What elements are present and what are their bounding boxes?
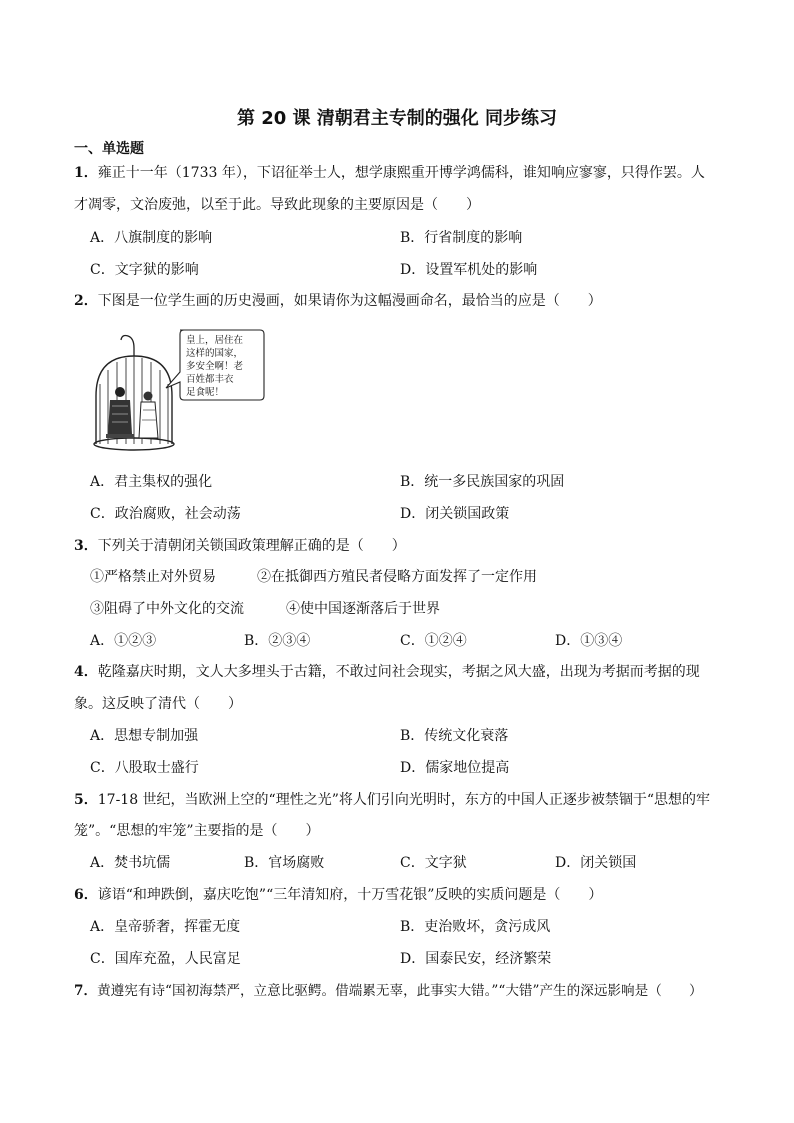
question-3-statement-2: ②在抵御西方殖民者侵略方面发挥了一定作用 bbox=[257, 569, 537, 585]
question-5-option-a[interactable]: A．焚书坑儒 bbox=[90, 855, 171, 871]
question-5-line-1 bbox=[74, 790, 734, 810]
question-3-option-b[interactable]: B．②③④ bbox=[244, 633, 311, 649]
question-6-option-c[interactable]: C．国库充盈，人民富足 bbox=[90, 951, 241, 967]
question-6-text-1: 谚语“和珅跌倒，嘉庆吃饱”“三年清知府，十万雪花银”反映的实质问题是（ ） bbox=[97, 887, 603, 903]
speech-line-1: 皇上，居住在 bbox=[186, 335, 244, 346]
question-4-option-d[interactable]: D．儒家地位提高 bbox=[400, 760, 510, 776]
question-2-option-a[interactable]: A．君主集权的强化 bbox=[90, 474, 213, 490]
question-4-option-a[interactable]: A．思想专制加强 bbox=[90, 728, 199, 744]
question-3-statement-1: ①严格禁止对外贸易 bbox=[90, 569, 216, 585]
question-5-line-2: 笼”。“思想的牢笼”主要指的是（ ） bbox=[74, 823, 320, 839]
speech-line-4: 百姓都丰衣 bbox=[186, 374, 234, 385]
question-6-option-d[interactable]: D．国泰民安，经济繁荣 bbox=[400, 951, 552, 967]
question-5-number: 5． bbox=[74, 792, 98, 808]
question-3-text-1: 下列关于清朝闭关锁国政策理解正确的是（ ） bbox=[97, 538, 406, 554]
question-1-option-b[interactable]: B．行省制度的影响 bbox=[400, 230, 523, 246]
question-3-option-d[interactable]: D．①③④ bbox=[555, 633, 623, 649]
question-3-statement-3: ③阻碍了中外文化的交流 bbox=[90, 601, 244, 617]
question-5-option-d[interactable]: D．闭关锁国 bbox=[555, 855, 637, 871]
speech-line-5: 足食呢！ bbox=[186, 387, 225, 398]
question-5-option-c[interactable]: C．文字狱 bbox=[400, 855, 467, 871]
question-6-option-b[interactable]: B．吏治败坏，贪污成风 bbox=[400, 919, 551, 935]
question-1-line-1 bbox=[74, 163, 734, 183]
section-heading: 一、单选题 bbox=[74, 141, 144, 157]
question-4-number: 4． bbox=[74, 664, 98, 680]
question-1-line-2: 才凋零，文治废弛，以至于此。导致此现象的主要原因是（ ） bbox=[74, 197, 480, 213]
question-4-line-1 bbox=[74, 662, 734, 682]
question-7-text-1: 黄遵宪有诗“国初海禁严，立意比驱鳄。借端累无辜，此事实大错。”“大错”产生的深远影响是（ ） bbox=[97, 983, 703, 999]
question-5-text-1: 17-18 世纪，当欧洲上空的“理性之光”将人们引向光明时，东方的中国人正逐步被禁锢于“思想的牢 bbox=[97, 792, 711, 808]
question-1-option-d[interactable]: D．设置军机处的影响 bbox=[400, 262, 538, 278]
question-3-line-1 bbox=[74, 536, 734, 556]
question-6-option-a[interactable]: A．皇帝骄奢，挥霍无度 bbox=[90, 919, 241, 935]
question-2-number: 2． bbox=[74, 293, 98, 309]
question-2-option-b[interactable]: B．统一多民族国家的巩固 bbox=[400, 474, 565, 490]
question-4-option-b[interactable]: B．传统文化衰落 bbox=[400, 728, 509, 744]
question-1-text-1: 雍正十一年（1733 年），下诏征举士人，想学康熙重开博学鸿儒科，谁知响应寥寥，只得作罢。人 bbox=[97, 165, 705, 181]
question-5-option-b[interactable]: B．官场腐败 bbox=[244, 855, 325, 871]
question-4-text-1: 乾隆嘉庆时期，文人大多埋头于古籍，不敢过问社会现实，考据之风大盛，出现为考据而考据的现 bbox=[97, 664, 700, 680]
speech-line-2: 这样的国家， bbox=[186, 348, 244, 359]
question-7-number: 7． bbox=[74, 983, 98, 999]
question-1-option-c[interactable]: C．文字狱的影响 bbox=[90, 262, 199, 278]
question-2-option-d[interactable]: D．闭关锁国政策 bbox=[400, 506, 510, 522]
question-7-line-1 bbox=[74, 981, 742, 1001]
question-3-number: 3． bbox=[74, 538, 98, 554]
question-6-number: 6． bbox=[74, 887, 98, 903]
birdcage-cartoon-image bbox=[86, 326, 266, 454]
question-1-number: 1． bbox=[74, 165, 98, 181]
question-3-statement-4: ④使中国逐渐落后于世界 bbox=[286, 601, 440, 617]
question-3-option-c[interactable]: C．①②④ bbox=[400, 633, 467, 649]
emperor-figure bbox=[106, 387, 134, 438]
question-4-line-2: 象。这反映了清代（ ） bbox=[74, 696, 242, 712]
question-2-text-1: 下图是一位学生画的历史漫画，如果请你为这幅漫画命名，最恰当的应是（ ） bbox=[97, 293, 602, 309]
question-6-line-1 bbox=[74, 885, 734, 905]
cage-hook bbox=[121, 336, 134, 349]
speech-line-3: 多安全啊！老 bbox=[186, 361, 244, 372]
question-2-option-c[interactable]: C．政治腐败，社会动荡 bbox=[90, 506, 241, 522]
question-4-option-c[interactable]: C．八股取士盛行 bbox=[90, 760, 199, 776]
page-title: 第 20 课 清朝君主专制的强化 同步练习 bbox=[236, 108, 558, 129]
question-1-option-a[interactable]: A．八旗制度的影响 bbox=[90, 230, 213, 246]
question-3-option-a[interactable]: A．①②③ bbox=[90, 633, 157, 649]
question-2-line-1 bbox=[74, 291, 734, 311]
